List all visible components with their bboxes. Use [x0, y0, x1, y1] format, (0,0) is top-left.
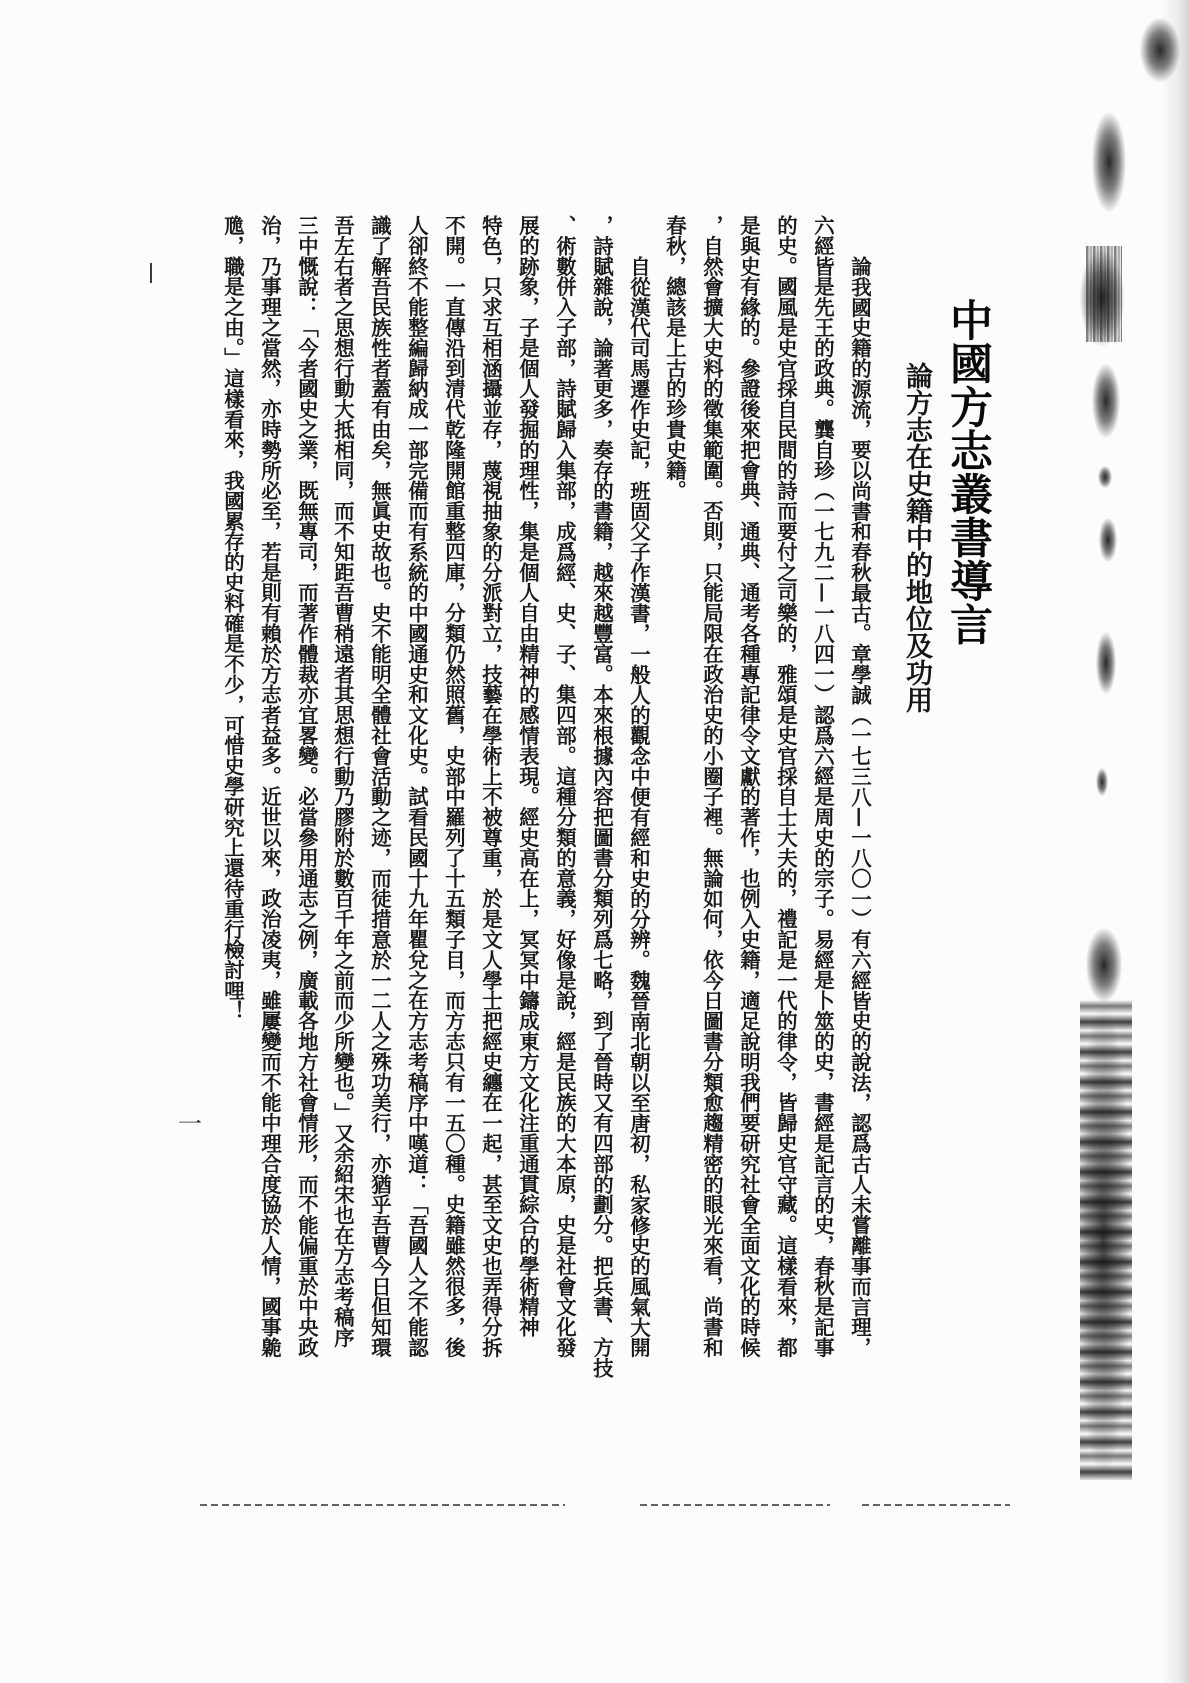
body-column: 春秋，總該是上古的珍貴史籍。	[663, 215, 687, 501]
page-title: 中國方志叢書導言	[943, 298, 993, 646]
page-number: 一	[178, 1110, 202, 1138]
page-subtitle: 論方志在史籍中的地位及功用	[901, 362, 932, 713]
scan-smudge	[1086, 928, 1122, 1002]
scan-page-edge-shadow	[1160, 0, 1189, 1683]
scan-smudge	[1098, 466, 1112, 488]
scan-dash-line	[862, 1504, 1010, 1506]
scan-smudge	[1092, 112, 1126, 212]
body-column: 六經皆是先王的政典。龔自珍（一七九二—一八四一）認爲六經是周史的宗子。易經是卜筮的史，書經是記言的史，春秋是記事	[811, 215, 835, 1358]
body-column: 吾左右者之思想行動大抵相同，而不知距吾曹稍遠者其思想行動乃膠附於數百千年之前而少所變也。」又余紹宋也在方志考稿序	[331, 215, 355, 1348]
body-column: 三中慨說：「今者國史之業，既無專司，而著作體裁亦宜畧變。必當參用通志之例，廣載各地方社會情形，而不能偏重於中央政	[295, 215, 319, 1358]
body-column: 是與史有緣的。參證後來把會典、通典、通考各種專記律令文獻的著作，也例入史籍，適足說明我們要研究社會全面文化的時候	[737, 215, 761, 1358]
scan-smudge	[1092, 364, 1120, 438]
scan-smudge	[1096, 632, 1116, 694]
body-column: 人卻終不能整編歸納成一部完備而有系統的中國通史和文化史。試看民國十九年瞿兌之在方志考稿序中嘆道：「吾國人之不能認	[405, 215, 429, 1358]
body-column: 特色，只求互相涵攝並存，蔑視抽象的分派對立，技藝在學術上不被尊重，於是文人學士把經史纏在一起，甚至文史也弄得分拆	[479, 215, 503, 1358]
scan-smudge	[1096, 768, 1108, 796]
scan-smudge	[1140, 18, 1180, 82]
scan-smudge	[1080, 250, 1124, 346]
body-column: 論我國史籍的源流，要以尚書和春秋最古。章學誠（一七三八—一八〇一）有六經皆史的說法，認爲古人未嘗離事而言理，	[848, 256, 872, 1358]
body-column: 展的跡象，子是個人發掘的理性，集是個人自由精神的感情表現。經史高在上，冥冥中鑄成東方文化注重通貫綜合的學術精神	[516, 215, 540, 1337]
body-column: 自從漢代司馬遷作史記，班固父子作漢書，一般人的觀念中便有經和史的分辨。魏晉南北朝以至唐初，私家修史的風氣大開	[627, 256, 651, 1358]
scan-smudge	[1099, 518, 1117, 562]
scan-dash-line	[200, 1504, 565, 1506]
scan-mark	[150, 263, 152, 283]
scan-dash-line	[640, 1504, 830, 1506]
body-column: ，詩賦雜說，論著更多，奏存的書籍，越來越豐富。本來根據內容把圖書分類列爲七略，到了晉時又有四部的劃分。把兵書、方技	[590, 215, 614, 1378]
body-column: 、術數併入子部，詩賦歸入集部，成爲經、史、子、集四部。這種分類的意義，好像是說，經是民族的大本原，史是社會文化發	[553, 215, 577, 1358]
body-column: 識了解吾民族性者蓋有由矣，無眞史故也。史不能明全體社會活動之迹，而徒措意於一二人之殊功美行，亦猶乎吾曹今日但知環	[368, 215, 392, 1358]
body-column: 卼，職是之由。」這樣看來，我國累存的史料確是不少，可惜史學研究上還待重行檢討哩！	[221, 215, 245, 1021]
body-column: 治，乃事理之當然，亦時勢所必至，若是則有賴於方志者益多。近世以來，政治凌夷，雖屢變而不能中理合度協於人情，國事臲	[258, 215, 282, 1358]
scan-long-smear	[1080, 1000, 1132, 1480]
body-column: 的史。國風是史官採自民間的詩而要付之司樂的，雅頌是史官採自士大夫的，禮記是一代的律令，皆歸史官守藏。這樣看來，都	[774, 215, 798, 1358]
body-column: 不開。一直傳沿到清代乾隆開館重整四庫，分類仍然照舊，史部中羅列了十五類子目，而方志只有一五〇種。史籍雖然很多，後	[442, 215, 466, 1358]
body-column: ，自然會擴大史料的徵集範圍。否則，只能局限在政治史的小圈子裡。無論如何，依今日圖書分類愈趨精密的眼光來看，尚書和	[700, 215, 724, 1358]
